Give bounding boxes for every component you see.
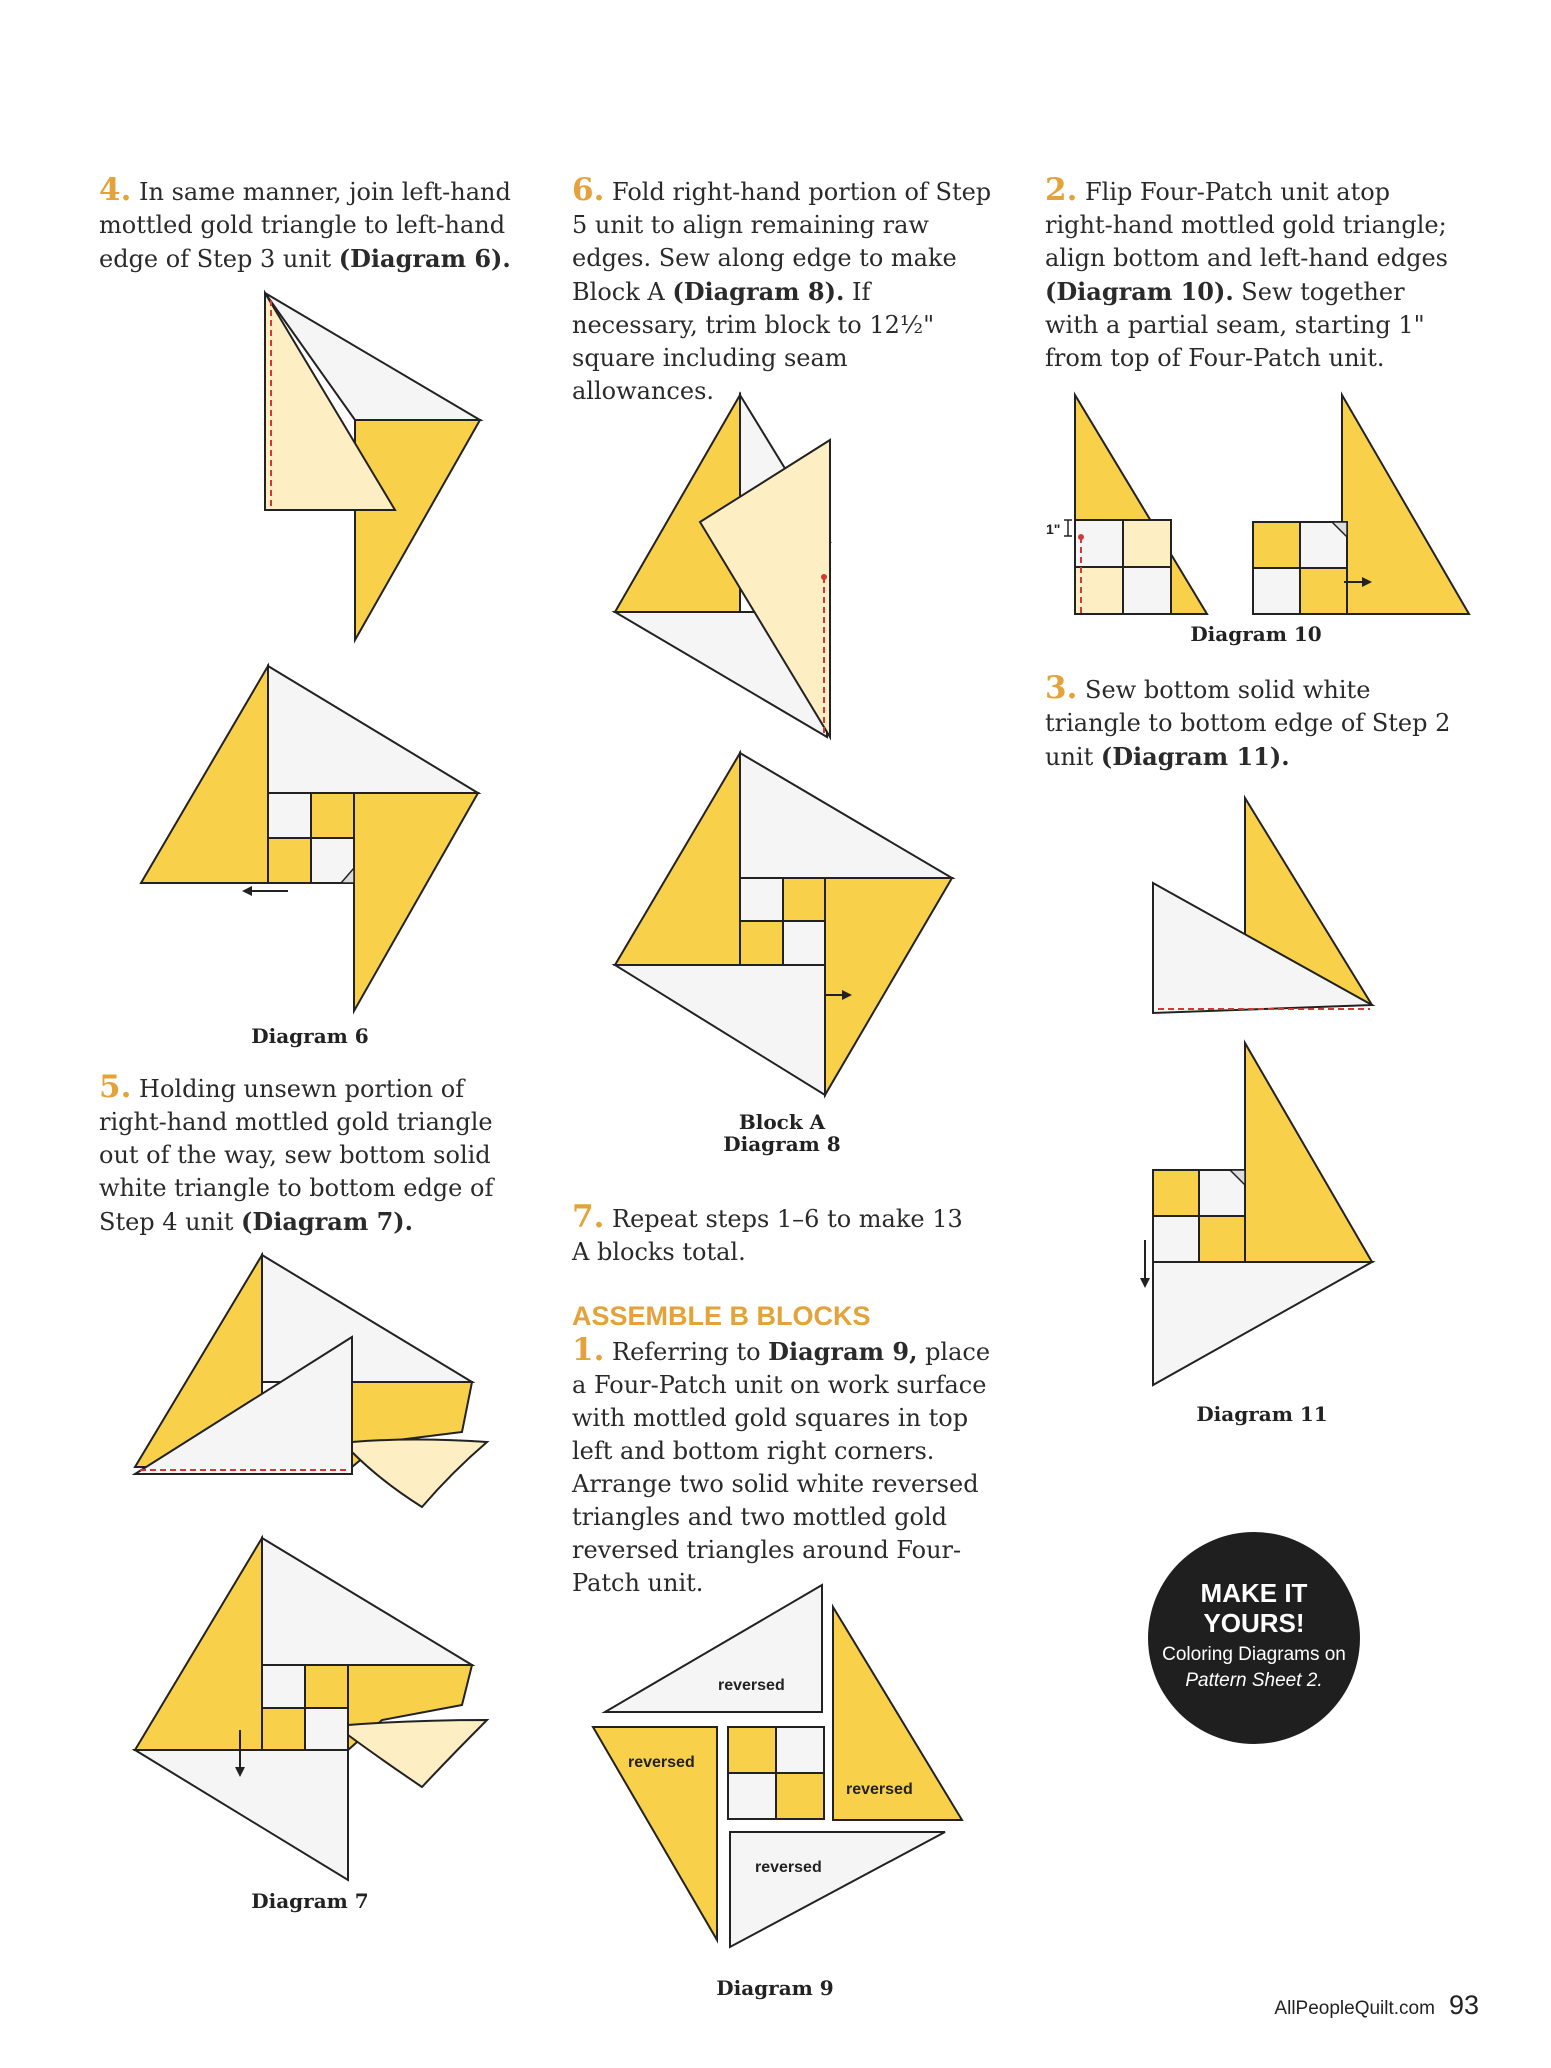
diagram-8-block-a: [612, 750, 962, 1100]
step-text: In same manner, join left-hand mottled gold triangle to left-hand edge of Step 3 unit: [99, 178, 511, 273]
step-text: Flip Four-Patch unit atop right-hand mottled gold triangle; align bottom and left-hand edges: [1045, 178, 1448, 272]
diagram-ref: (Diagram 6).: [338, 244, 511, 273]
step-text-cont: Sew together with a partial seam, starting 1" from top of Four-Patch unit.: [1045, 278, 1425, 372]
step-text: Fold right-hand portion of Step 5 unit to align remaining raw edges. Sew along edge to make Block A: [572, 178, 992, 306]
diagram-8-caption: Diagram 8: [723, 1132, 841, 1156]
diagram-9-caption: Diagram 9: [716, 1976, 834, 2000]
diagram-11: [1150, 1040, 1380, 1390]
section-heading: ASSEMBLE B BLOCKS: [572, 1301, 871, 1331]
diagram-7: [132, 1535, 502, 1895]
diagram-9: [590, 1582, 970, 1952]
diagram-ref: (Diagram 11).: [1100, 742, 1290, 771]
badge-text-italic: Pattern Sheet 2.: [1185, 1670, 1323, 1691]
step-number: 6.: [572, 172, 605, 208]
step-number: 4.: [99, 172, 132, 208]
step-a7: [572, 1201, 972, 1269]
step-text-cont: place a Four-Patch unit on work surface with mottled gold squares in top left and bottom right corners. Arrange two solid white reversed triangles and two mottled gold reversed triangles around Four-Patch unit.: [572, 1338, 991, 1597]
reversed-label-bottom: reversed: [755, 1859, 822, 1876]
reversed-label-right: reversed: [846, 1781, 913, 1798]
diagram-ref: (Diagram 10).: [1045, 277, 1234, 306]
step-b2: [1045, 174, 1465, 375]
diagram-6-unit: [255, 290, 485, 650]
step-a6: [572, 174, 992, 408]
badge-text: [1148, 1642, 1360, 1694]
reversed-label-left: reversed: [628, 1754, 695, 1771]
step-a5: [99, 1071, 529, 1239]
step-text-cont: If necessary, trim block to 12½" square including seam allowances.: [572, 278, 935, 405]
step-number: 5.: [99, 1069, 132, 1105]
diagram-6-caption: Diagram 6: [251, 1024, 369, 1048]
step-text: Referring to: [612, 1338, 769, 1366]
step-b3: [1045, 672, 1465, 774]
measure-label: 1": [1046, 521, 1061, 537]
site-name: AllPeopleQuilt.com: [1274, 1998, 1435, 2019]
step-b1: [572, 1334, 992, 1600]
diagram-10-caption: Diagram 10: [1190, 622, 1322, 646]
badge-title: MAKE IT YOURS!: [1200, 1578, 1308, 1638]
diagram-8-fold: [612, 392, 842, 752]
page-footer: [1274, 1990, 1479, 2021]
step-number: 7.: [572, 1199, 605, 1235]
diagram-6: [138, 663, 498, 1023]
block-a-caption: Block A: [738, 1110, 826, 1134]
step-text: Sew bottom solid white triangle to bottom edge of Step 2 unit: [1045, 676, 1451, 771]
diagram-11-step: [1150, 795, 1380, 1025]
step-text: Repeat steps 1–6 to make 13 A blocks total.: [572, 1205, 963, 1266]
diagram-ref: (Diagram 7).: [241, 1207, 414, 1236]
step-number: 1.: [572, 1332, 605, 1368]
diagram-10: [1042, 392, 1472, 622]
diagram-ref: (Diagram 8).: [672, 277, 845, 306]
step-number: 3.: [1045, 670, 1078, 706]
badge-text-main: Coloring Diagrams on: [1162, 1644, 1346, 1665]
step-a4: [99, 174, 529, 276]
diagram-11-caption: Diagram 11: [1196, 1402, 1328, 1426]
make-it-yours-badge: [1148, 1532, 1360, 1744]
diagram-7-caption: Diagram 7: [251, 1889, 369, 1913]
diagram-7-step: [132, 1252, 502, 1512]
step-text: Holding unsewn portion of right-hand mottled gold triangle out of the way, sew bottom solid white triangle to bottom edge of Step 4 unit: [99, 1075, 494, 1236]
diagram-ref: Diagram 9,: [768, 1337, 918, 1366]
reversed-label-top: reversed: [718, 1677, 785, 1694]
step-number: 2.: [1045, 172, 1078, 208]
page-number: 93: [1448, 1990, 1479, 2020]
